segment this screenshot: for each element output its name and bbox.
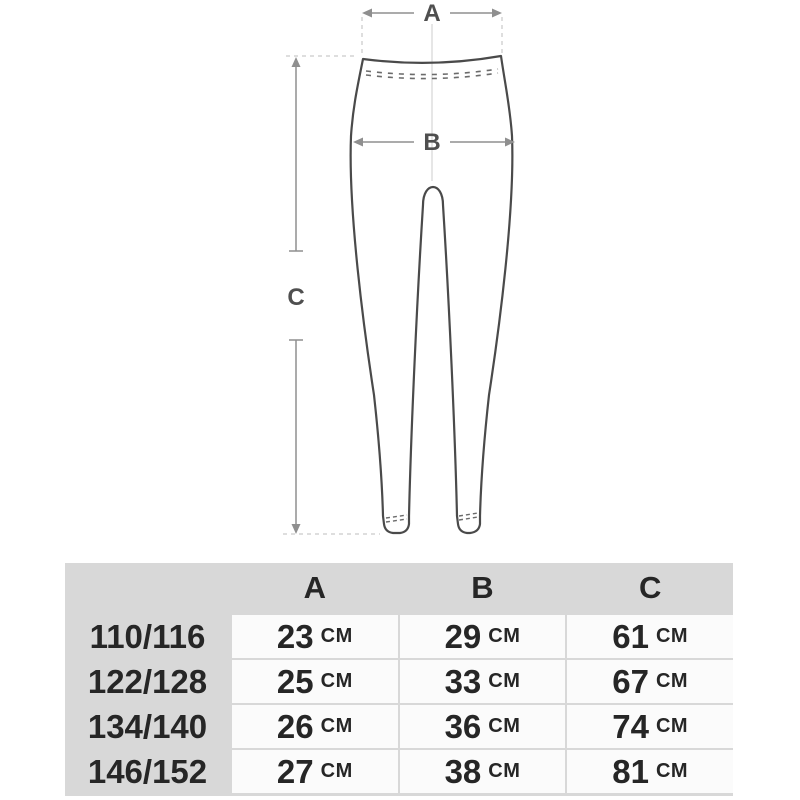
unit-label: CM (320, 715, 353, 737)
unit-label: CM (655, 760, 689, 782)
value-cell-a (232, 750, 398, 793)
dimension-c-label: C (287, 284, 305, 311)
ankle-stitch-left (386, 515, 407, 522)
unit-label: CM (488, 625, 521, 647)
value-cell-b (400, 615, 566, 658)
value-cell-c (567, 660, 733, 703)
dimension-a-label: A (423, 0, 441, 27)
arrow-left-icon (362, 9, 372, 18)
size-table (65, 563, 733, 796)
value-cell-a (232, 615, 398, 658)
unit-label: CM (488, 760, 521, 782)
value-cell-b (400, 705, 566, 748)
column-header-a: A (303, 570, 327, 605)
value-cell-b (400, 660, 566, 703)
value: 33 (444, 662, 482, 700)
dimension-b (353, 129, 515, 156)
unit-label: CM (488, 715, 521, 737)
value: 29 (444, 617, 482, 655)
value-cell-a (232, 660, 398, 703)
value-cell-c (567, 750, 733, 793)
value-cell-c (567, 615, 733, 658)
unit-label: CM (320, 760, 353, 782)
dimension-b-label: B (423, 129, 441, 156)
value: 67 (612, 662, 649, 700)
value: 23 (276, 617, 314, 655)
size-label: 146/152 (87, 752, 208, 790)
unit-label: CM (320, 670, 353, 692)
ankle-stitch-right (459, 513, 478, 520)
value-cell-b (400, 750, 566, 793)
value: 74 (612, 707, 649, 745)
size-column-header-empty (65, 563, 230, 613)
arrow-down-icon (292, 524, 301, 534)
column-header-c: C (638, 570, 662, 605)
value-cell-c (567, 705, 733, 748)
unit-label: CM (320, 625, 353, 647)
value: 25 (276, 662, 314, 700)
dimension-a (362, 0, 502, 27)
value: 27 (276, 752, 314, 790)
value: 36 (444, 707, 482, 745)
unit-label: CM (655, 715, 689, 737)
column-header-b: B (471, 570, 494, 605)
value: 38 (444, 752, 482, 790)
arrow-right-icon (492, 9, 502, 18)
unit-label: CM (488, 670, 521, 692)
arrow-right-icon (505, 138, 515, 147)
unit-label: CM (655, 625, 689, 647)
value: 81 (612, 752, 649, 790)
extension-lines (283, 17, 502, 534)
size-label: 110/116 (89, 617, 206, 655)
dimension-c (287, 57, 304, 534)
size-label: 134/140 (87, 707, 208, 745)
value: 61 (612, 617, 649, 655)
unit-label: CM (655, 670, 689, 692)
value-cell-a (232, 705, 398, 748)
arrow-left-icon (353, 138, 363, 147)
value: 26 (276, 707, 314, 745)
size-label: 122/128 (87, 662, 208, 700)
